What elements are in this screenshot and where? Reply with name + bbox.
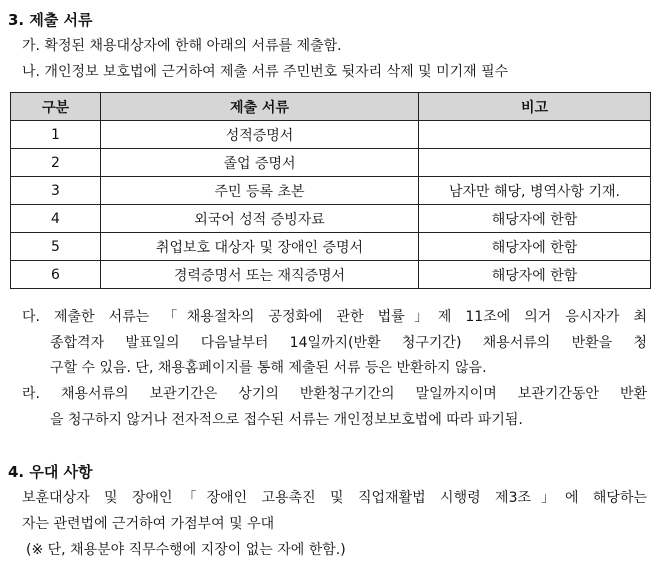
section-4-line-2: 자는 관련법에 근거하여 가점부여 및 우대 (22, 516, 275, 532)
item-ra-line-1: 라. 채용서류의 보관기간은 상기의 반환청구기간의 말일까지이며 보관기간동안 반환 (22, 386, 647, 402)
row-no: 4 (11, 205, 101, 233)
row-note: 해당자에 한함 (419, 261, 651, 289)
section-4-line-1: 보훈대상자 및 장애인「장애인 고용촉진 및 직업재활법 시행령 제3조」에 해당하는 (22, 490, 647, 506)
row-doc: 주민 등록 초본 (101, 177, 419, 205)
row-note: 남자만 해당, 병역사항 기재. (419, 177, 651, 205)
row-doc: 성적증명서 (101, 121, 419, 149)
row-doc: 졸업 증명서 (101, 149, 419, 177)
table-row (11, 121, 651, 149)
row-doc: 취업보호 대상자 및 장애인 증명서 (101, 233, 419, 261)
header-doc: 제출 서류 (101, 93, 419, 121)
row-note: 해당자에 한함 (419, 205, 651, 233)
row-doc: 외국어 성적 증빙자료 (101, 205, 419, 233)
table-row (11, 177, 651, 205)
header-no: 구분 (11, 93, 101, 121)
section-3-title: 3. 제출 서류 (8, 11, 93, 29)
row-note (419, 149, 651, 177)
section-4-title: 4. 우대 사항 (8, 463, 93, 481)
row-note: 해당자에 한함 (419, 233, 651, 261)
section-4-line-3: (※ 단, 채용분야 직무수행에 지장이 없는 자에 한함.) (26, 542, 346, 558)
row-no: 6 (11, 261, 101, 289)
item-ga: 가. 확정된 채용대상자에 한해 아래의 서류를 제출함. (22, 38, 342, 54)
row-doc: 경력증명서 또는 재직증명서 (101, 261, 419, 289)
table-header-row (11, 93, 651, 121)
header-note: 비고 (419, 93, 651, 121)
table-row (11, 233, 651, 261)
item-da-line-3: 구할 수 있음. 단, 채용홈페이지를 통해 제출된 서류 등은 반환하지 않음. (50, 360, 487, 376)
table-row (11, 205, 651, 233)
row-note (419, 121, 651, 149)
item-ra-line-2: 을 청구하지 않거나 전자적으로 접수된 서류는 개인정보보호법에 따라 파기됨. (50, 412, 523, 428)
row-no: 1 (11, 121, 101, 149)
table-row (11, 261, 651, 289)
documents-table (10, 92, 651, 289)
row-no: 5 (11, 233, 101, 261)
item-na: 나. 개인정보 보호법에 근거하여 제출 서류 주민번호 뒷자리 삭제 및 미기재 필수 (22, 64, 509, 80)
table-row (11, 149, 651, 177)
row-no: 3 (11, 177, 101, 205)
item-da-line-1: 다. 제출한 서류는 「채용절차의 공정화에 관한 법률」제 11조에 의거 응시자가 최 (22, 309, 647, 325)
row-no: 2 (11, 149, 101, 177)
item-da-line-2: 종합격자 발표일의 다음날부터 14일까지(반환 청구기간) 채용서류의 반환을 청 (50, 335, 647, 351)
